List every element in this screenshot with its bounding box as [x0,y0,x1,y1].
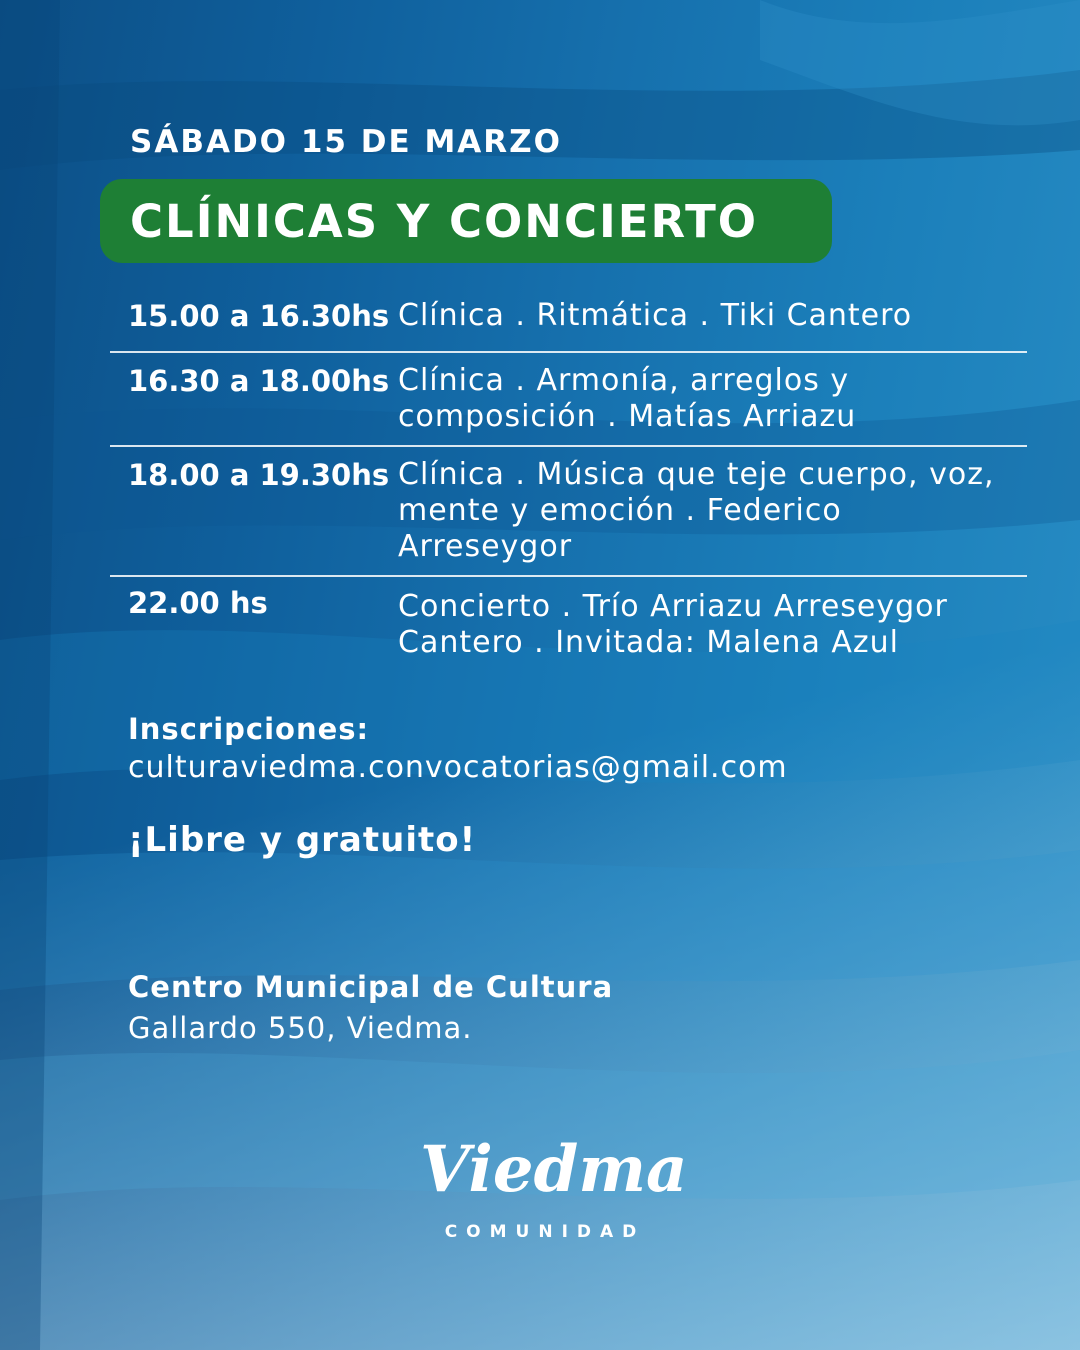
schedule-time: 15.00 a 16.30hs [128,299,390,333]
schedule-description: Clínica . Música que teje cuerpo, voz, mente y emoción . Federico Arreseygor [398,457,995,564]
schedule-table [110,288,1027,677]
venue-address: Gallardo 550, Viedma. [128,1011,473,1045]
schedule-row [110,447,1027,577]
schedule-row [110,353,1027,447]
registration-label: Inscripciones: [128,712,370,746]
event-title: CLÍNICAS Y CONCIERTO [130,194,759,248]
schedule-time: 18.00 a 19.30hs [128,458,390,492]
schedule-description: Concierto . Trío Arriazu Arreseygor Cantero . Invitada: Malena Azul [398,589,948,660]
logo-subtitle: COMUNIDAD [444,1222,646,1242]
logo-wordmark: Viedma [420,1132,688,1207]
schedule-description: Clínica . Armonía, arreglos y composición . Matías Arriazu [398,363,857,434]
registration-email-link[interactable]: culturaviedma.convocatorias@gmail.com [128,750,788,785]
schedule-description: Clínica . Ritmática . Tiki Cantero [398,298,913,333]
title-banner [100,179,832,263]
schedule-row [110,288,1027,353]
free-admission-text: ¡Libre y gratuito! [128,820,477,860]
schedule-time: 22.00 hs [128,586,268,620]
schedule-time: 16.30 a 18.00hs [128,364,390,398]
venue-name: Centro Municipal de Cultura [128,970,614,1004]
viedma-logo [420,1130,688,1250]
schedule-row [110,577,1027,677]
event-date: SÁBADO 15 DE MARZO [130,124,562,160]
